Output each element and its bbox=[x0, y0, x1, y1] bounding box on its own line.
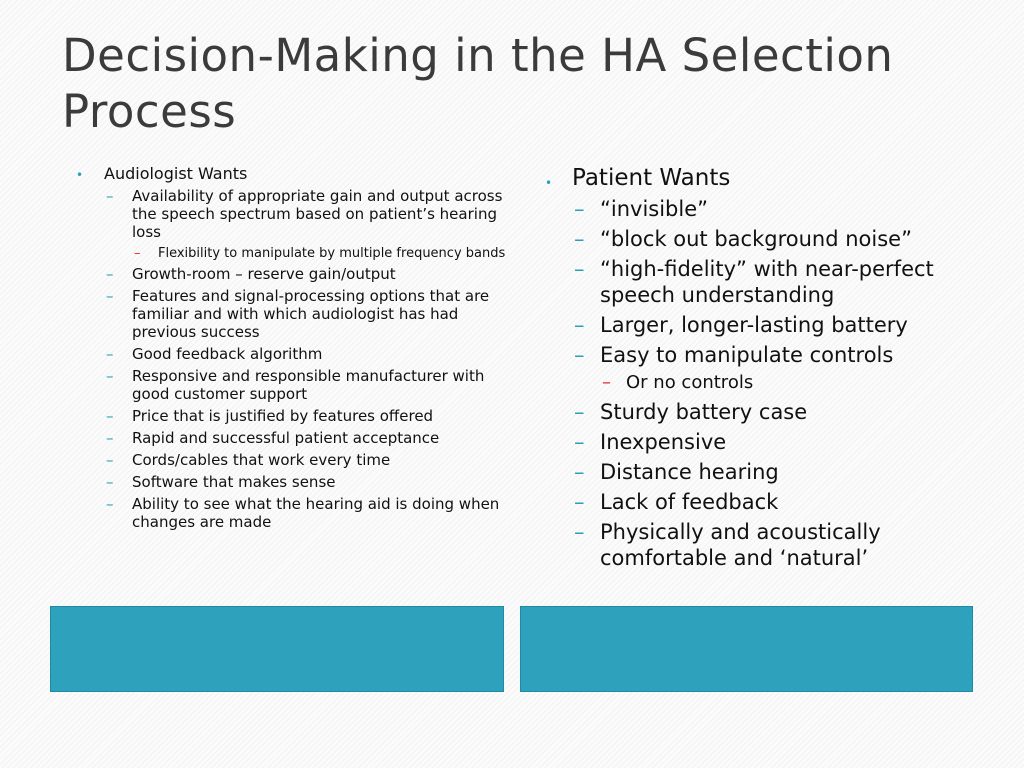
list-item bbox=[104, 495, 506, 531]
list-item bbox=[104, 287, 506, 341]
patient-wants-bullet bbox=[545, 165, 975, 571]
nested-list-item-text: Flexibility to manipulate by multiple frequency bands bbox=[158, 246, 506, 261]
dash-icon: – bbox=[106, 495, 114, 513]
dash-icon: – bbox=[574, 400, 585, 424]
list-item bbox=[572, 489, 975, 515]
patient-wants-heading: Patient Wants bbox=[572, 165, 731, 191]
dash-icon: – bbox=[106, 407, 114, 425]
dash-icon: – bbox=[574, 257, 585, 281]
list-item-text: “high-fidelity” with near-perfect speech understanding bbox=[600, 257, 934, 307]
dash-icon: – bbox=[106, 451, 114, 469]
list-item bbox=[104, 367, 506, 403]
list-item-text: Good feedback algorithm bbox=[132, 345, 323, 363]
list-item bbox=[104, 451, 506, 469]
list-item bbox=[572, 342, 975, 395]
list-item-text: Software that makes sense bbox=[132, 473, 336, 491]
list-item-text: Physically and acoustically comfortable and ‘natural’ bbox=[600, 520, 881, 570]
dash-icon: – bbox=[574, 197, 585, 221]
nested-list-item-text: Or no controls bbox=[626, 372, 754, 393]
dash-icon: – bbox=[106, 345, 114, 363]
list-item-text: “block out background noise” bbox=[600, 227, 912, 251]
list-item-text: Larger, longer-lasting battery bbox=[600, 313, 908, 337]
list-item-text: Features and signal-processing options that are familiar and with which audiologist has had previous success bbox=[132, 287, 490, 341]
dash-icon: – bbox=[602, 372, 611, 393]
dash-icon: – bbox=[106, 367, 114, 385]
nested-list bbox=[132, 246, 506, 261]
list-item-text: Lack of feedback bbox=[600, 490, 779, 514]
dash-icon: – bbox=[134, 246, 141, 261]
dash-icon: – bbox=[574, 343, 585, 367]
dash-icon: – bbox=[106, 265, 114, 283]
dash-icon: – bbox=[574, 520, 585, 544]
dash-icon: – bbox=[106, 473, 114, 491]
list-item bbox=[104, 187, 506, 261]
dash-icon: – bbox=[574, 490, 585, 514]
audiologist-wants-bullet bbox=[76, 165, 506, 531]
bullet-icon: • bbox=[545, 176, 553, 190]
list-item bbox=[572, 459, 975, 485]
list-item bbox=[104, 407, 506, 425]
list-item-text: Responsive and responsible manufacturer with good customer support bbox=[132, 367, 485, 403]
list-item-text: Availability of appropriate gain and output across the speech spectrum based on patient’s hearing loss bbox=[132, 187, 503, 241]
patient-wants-list bbox=[545, 165, 975, 571]
list-item-text: Price that is justified by features offered bbox=[132, 407, 434, 425]
dash-icon: – bbox=[574, 227, 585, 251]
nested-list bbox=[600, 371, 975, 395]
list-item-text: Distance hearing bbox=[600, 460, 779, 484]
patient-wants-items bbox=[572, 196, 975, 571]
list-item bbox=[572, 429, 975, 455]
list-item-text: Inexpensive bbox=[600, 430, 727, 454]
dash-icon: – bbox=[574, 460, 585, 484]
list-item-text: Sturdy battery case bbox=[600, 400, 808, 424]
list-item-text: “invisible” bbox=[600, 197, 709, 221]
list-item bbox=[572, 256, 975, 308]
slide-title: Decision-Making in the HA Selection Process bbox=[62, 29, 894, 138]
list-item bbox=[572, 196, 975, 222]
audiologist-wants-heading: Audiologist Wants bbox=[104, 164, 248, 183]
list-item bbox=[104, 429, 506, 447]
list-item-text: Ability to see what the hearing aid is doing when changes are made bbox=[132, 495, 500, 531]
list-item-text: Easy to manipulate controls bbox=[600, 343, 894, 367]
right-accent-panel bbox=[520, 606, 973, 692]
dash-icon: – bbox=[574, 313, 585, 337]
list-item bbox=[572, 312, 975, 338]
dash-icon: – bbox=[106, 287, 114, 305]
nested-list-item bbox=[132, 246, 506, 261]
bullet-icon: • bbox=[76, 168, 84, 182]
list-item bbox=[572, 226, 975, 252]
audiologist-wants-list bbox=[76, 165, 506, 531]
list-item-text: Cords/cables that work every time bbox=[132, 451, 391, 469]
list-item bbox=[104, 473, 506, 491]
list-item-text: Growth-room – reserve gain/output bbox=[132, 265, 396, 283]
left-accent-panel bbox=[50, 606, 504, 692]
dash-icon: – bbox=[574, 430, 585, 454]
audiologist-wants-items bbox=[104, 187, 506, 531]
dash-icon: – bbox=[106, 429, 114, 447]
nested-list-item bbox=[600, 371, 975, 395]
list-item bbox=[104, 345, 506, 363]
list-item bbox=[104, 265, 506, 283]
dash-icon: – bbox=[106, 187, 114, 205]
list-item-text: Rapid and successful patient acceptance bbox=[132, 429, 440, 447]
list-item bbox=[572, 519, 975, 571]
list-item bbox=[572, 399, 975, 425]
